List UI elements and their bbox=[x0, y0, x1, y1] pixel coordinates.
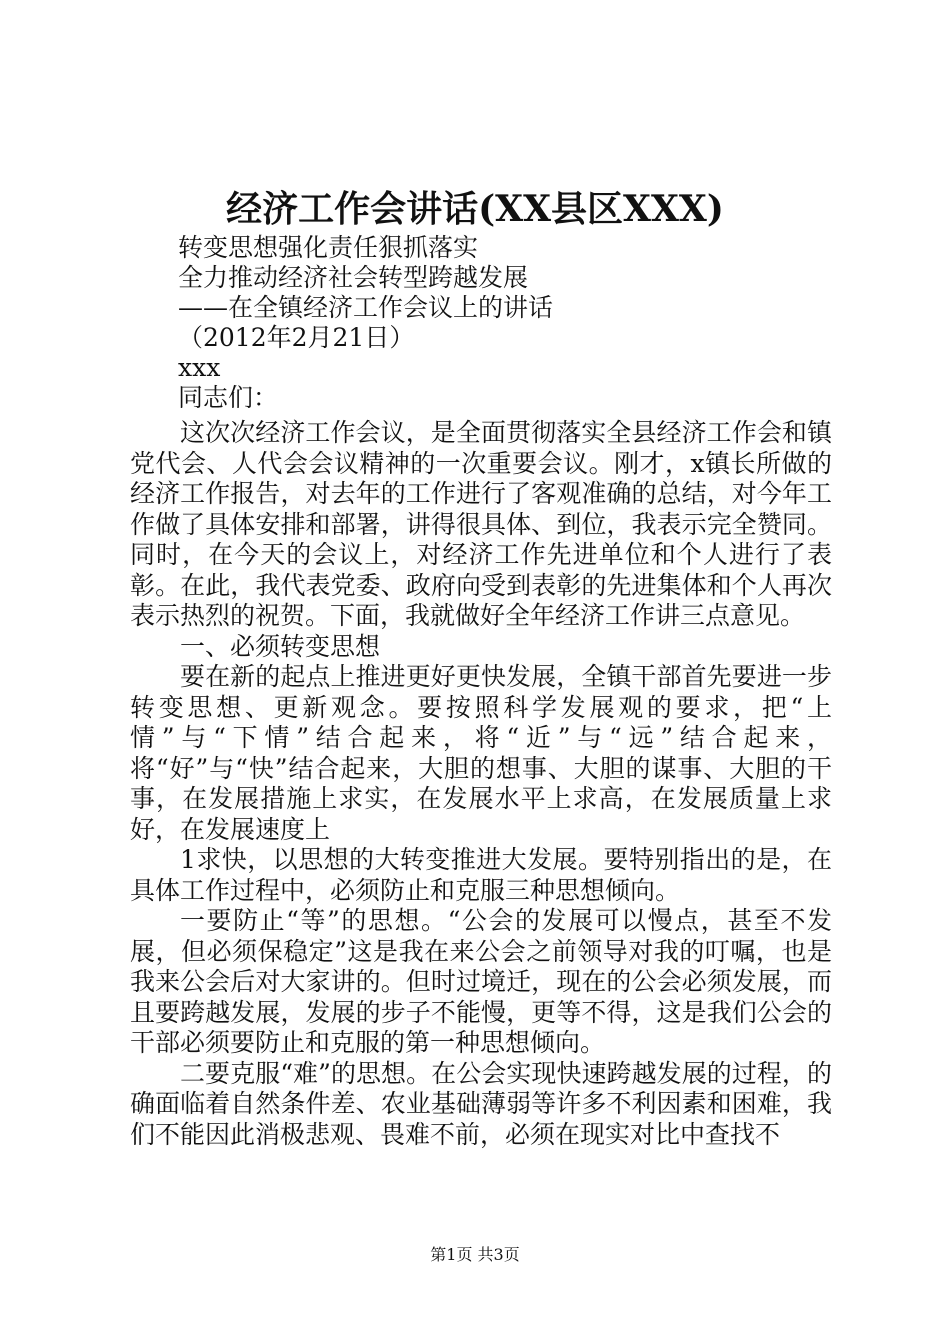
header-line-date: （2012年2月21日） bbox=[178, 323, 415, 352]
document-title: 经济工作会讲话(XX县区XXX) bbox=[226, 188, 724, 230]
header-line-speaker: xxx bbox=[178, 353, 221, 382]
header-line-subtitle-2: 全力推动经济社会转型跨越发展 bbox=[178, 263, 529, 292]
header-line-salutation: 同志们： bbox=[178, 383, 279, 412]
paragraph-section-1: 要在新的起点上推进更好更快发展，全镇干部首先要进一步转变思想、更新观念。要按照科学发展观的要求，把“上情”与“下情”结合起来，将“近”与“远”结合起来，将“好”与“快”结合起来，大胆的想事、大胆的谋事、大胆的干事，在发展措施上求实，在发展水平上求高，在发展质量上求好，在发展速度上 bbox=[130, 662, 832, 844]
section-heading-1: 一、必须转变思想 bbox=[180, 631, 381, 661]
paragraph-tendency-wait: 一要防止“等”的思想。“公会的发展可以慢点，甚至不发展，但必须保稳定”这是我在来公会之前领导对我的叮嘱，也是我来公会后对大家讲的。但时过境迁，现在的公会必须发展，而且要跨越发展，发展的步子不能慢，更等不得，这是我们公会的干部必须要防止和克服的第一种思想倾向。 bbox=[130, 906, 832, 1057]
header-line-subtitle-1: 转变思想强化责任狠抓落实 bbox=[178, 233, 479, 262]
page-number-footer: 第1页 共3页 bbox=[430, 1245, 520, 1264]
paragraph-three-tendencies: 1求快，以思想的大转变推进大发展。要特别指出的是，在具体工作过程中，必须防止和克服三种思想倾向。 bbox=[130, 845, 832, 905]
paragraph-tendency-difficulty: 二要克服“难”的思想。在公会实现快速跨越发展的过程，的确面临着自然条件差、农业基础薄弱等许多不利因素和困难，我们不能因此消极悲观、畏难不前，必须在现实对比中查找不 bbox=[130, 1058, 832, 1149]
header-line-occasion: ——在全镇经济工作会议上的讲话 bbox=[178, 293, 554, 322]
document-body bbox=[130, 418, 832, 1150]
paragraph-intro: 这次次经济工作会议，是全面贯彻落实全县经济工作会和镇党代会、人代会会议精神的一次重要会议。刚才，x镇长所做的经济工作报告，对去年的工作进行了客观准确的总结，对今年工作做了具体安排和部署，讲得很具体、到位，我表示完全赞同。同时，在今天的会议上，对经济工作先进单位和个人进行了表彰。在此，我代表党委、政府向受到表彰的先进集体和个人再次表示热烈的祝贺。下面，我就做好全年经济工作讲三点意见。 bbox=[130, 418, 832, 630]
speech-header bbox=[178, 233, 878, 413]
